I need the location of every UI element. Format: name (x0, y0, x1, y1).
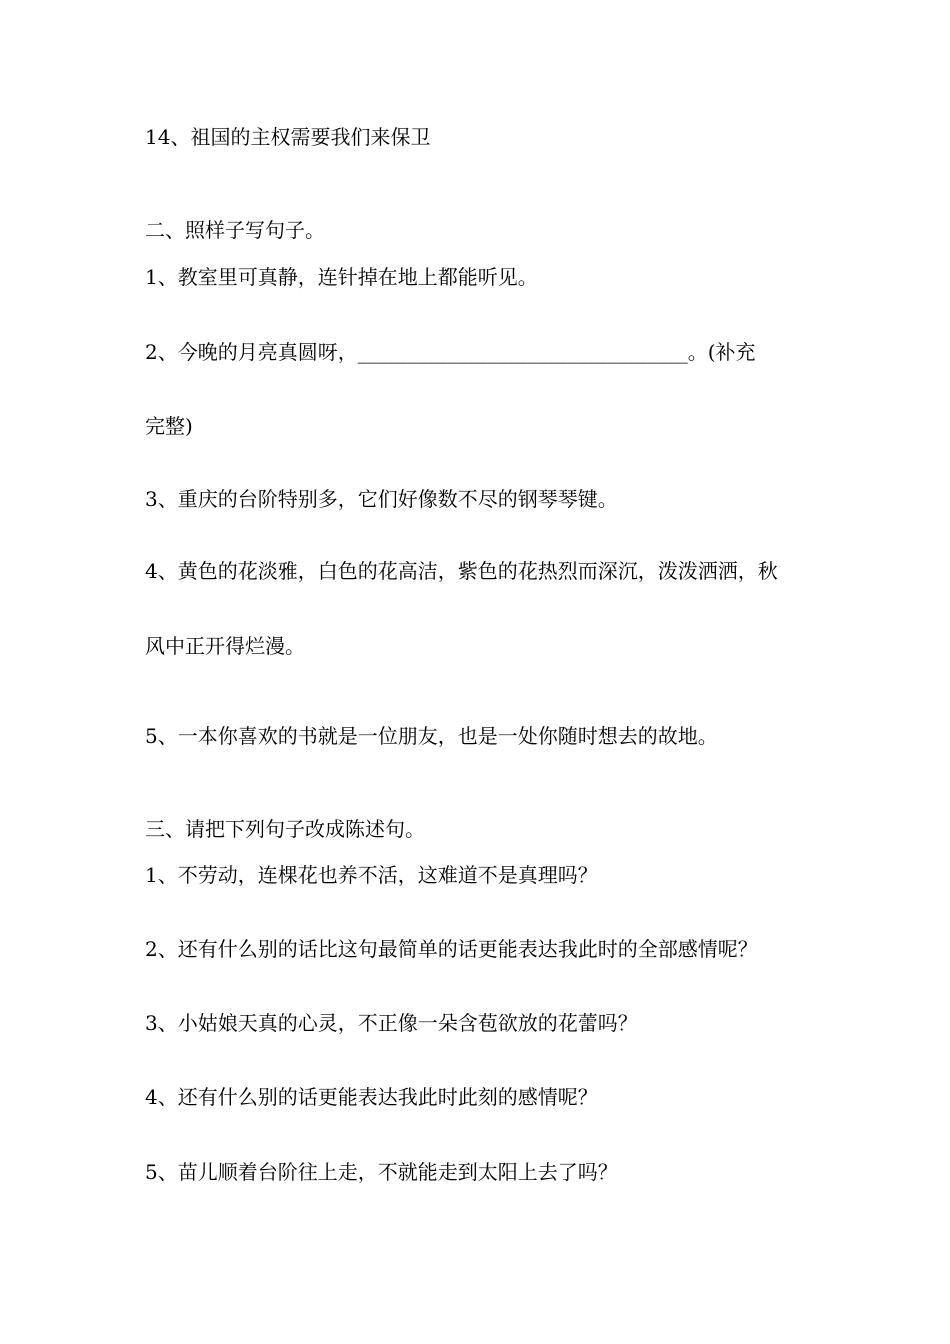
item-14: 14、祖国的主权需要我们来保卫 (145, 125, 431, 149)
section-3-question-4: 4、还有什么别的话更能表达我此时此刻的感情呢？ (145, 1085, 598, 1109)
section-3-question-5: 5、苗儿顺着台阶往上走，不就能走到太阳上去了吗？ (145, 1160, 618, 1184)
section-2-question-4-line-2: 风中正开得烂漫。 (145, 634, 305, 658)
section-2-question-5: 5、一本你喜欢的书就是一位朋友，也是一处你随时想去的故地。 (145, 724, 718, 748)
section-2-heading: 二、照样子写句子。 (145, 218, 325, 242)
section-2-question-3: 3、重庆的台阶特别多，它们好像数不尽的钢琴琴键。 (145, 487, 618, 511)
section-3-question-1: 1、不劳动，连棵花也养不活，这难道不是真理吗？ (145, 863, 598, 887)
section-3-heading: 三、请把下列句子改成陈述句。 (145, 817, 425, 841)
section-2-question-4-line-1: 4、黄色的花淡雅，白色的花高洁，紫色的花热烈而深沉，泼泼洒洒，秋 (145, 559, 778, 583)
section-2-question-2-line-1: 2、今晚的月亮真圆呀，_________________________________。(补充 (145, 340, 756, 364)
section-3-question-2: 2、还有什么别的话比这句最简单的话更能表达我此时的全部感情呢？ (145, 937, 758, 961)
section-3-question-3: 3、小姑娘天真的心灵，不正像一朵含苞欲放的花蕾吗？ (145, 1011, 638, 1035)
section-2-question-1: 1、教室里可真静，连针掉在地上都能听见。 (145, 265, 538, 289)
section-2-question-2-line-2: 完整) (145, 414, 193, 438)
